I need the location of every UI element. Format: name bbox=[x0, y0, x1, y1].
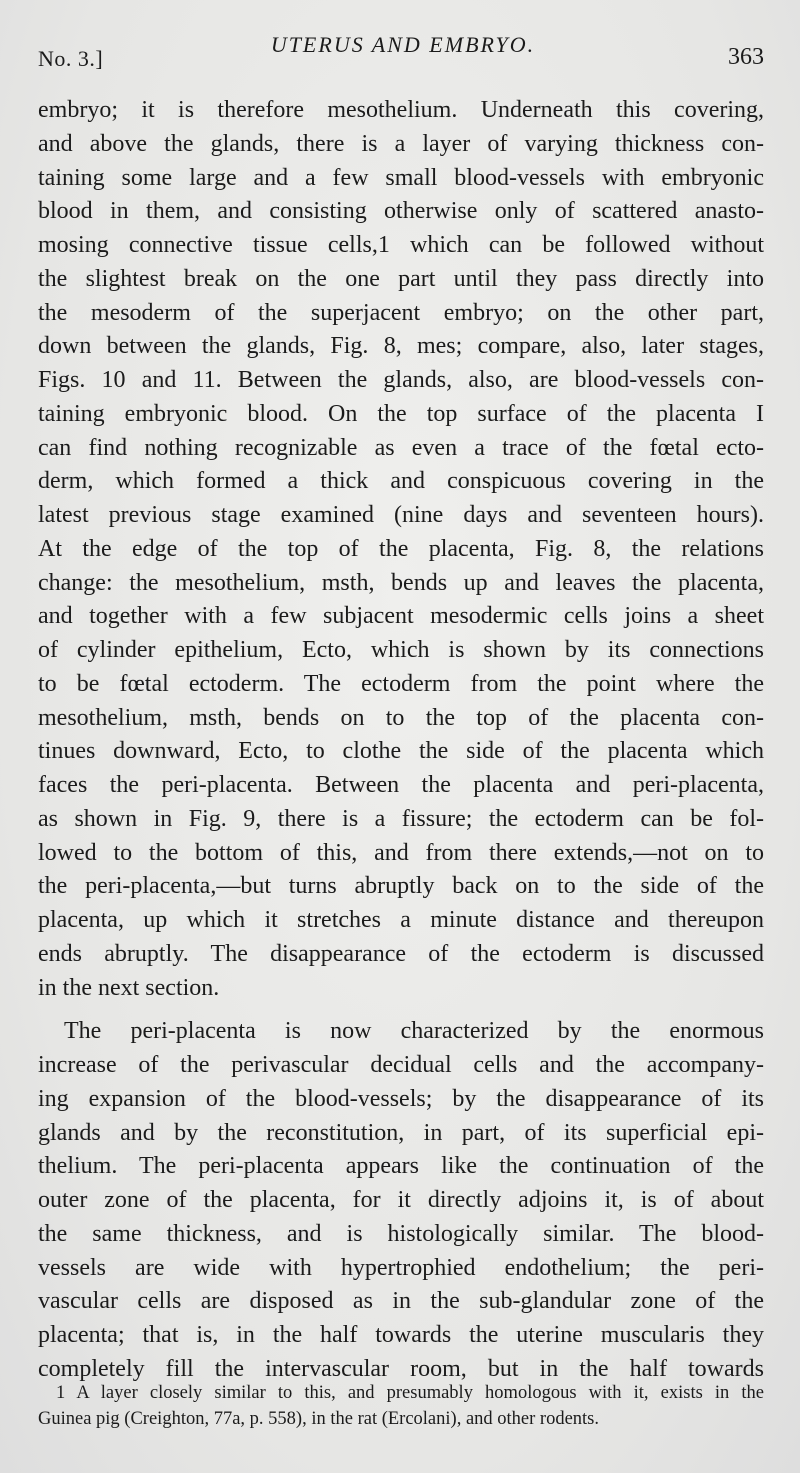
text-line: At the edge of the top of the placenta, Fig. 8, the relations bbox=[38, 535, 764, 562]
text-line: as shown in Fig. 9, there is a fissure; the ectoderm can be fol- bbox=[38, 805, 764, 832]
text-line: vessels are wide with hypertrophied endothelium; the peri- bbox=[38, 1254, 764, 1281]
running-header bbox=[38, 30, 768, 74]
footnote bbox=[38, 1380, 764, 1432]
footnote-line: Guinea pig (Creighton, 77a, p. 558), in the rat (Ercolani), and other rodents. bbox=[38, 1409, 600, 1429]
text-line: latest previous stage examined (nine days and seventeen hours). bbox=[38, 502, 764, 528]
text-line: in the next section. bbox=[38, 974, 220, 1001]
text-line: and above the glands, there is a layer of varying thickness con- bbox=[38, 130, 764, 157]
text-line: glands and by the reconstitution, in part, of its superficial epi- bbox=[38, 1119, 764, 1146]
text-line: The peri-placenta is now characterized by the enormous bbox=[64, 1018, 764, 1045]
paragraph-2 bbox=[38, 1015, 764, 1386]
text-line: change: the mesothelium, msth, bends up and leaves the placenta, bbox=[38, 569, 764, 596]
text-line: can find nothing recognizable as even a trace of the fœtal ecto- bbox=[38, 434, 764, 461]
text-line: taining some large and a few small blood-vessels with embryonic bbox=[38, 164, 764, 191]
text-line: of cylinder epithelium, Ecto, which is shown by its connections bbox=[38, 637, 764, 663]
text-line: taining embryonic blood. On the top surface of the placenta I bbox=[38, 400, 764, 427]
paragraph-1 bbox=[38, 94, 764, 1005]
text-line: faces the peri-placenta. Between the placenta and peri-placenta, bbox=[38, 772, 764, 798]
issue-number: No. 3.] bbox=[38, 46, 104, 71]
text-line: embryo; it is therefore mesothelium. Underneath this covering, bbox=[38, 97, 764, 123]
text-line: lowed to the bottom of this, and from there extends,—not on to bbox=[38, 839, 764, 866]
body-text bbox=[38, 94, 764, 1387]
text-line: placenta, up which it stretches a minute distance and thereupon bbox=[38, 907, 764, 933]
text-line: ing expansion of the blood-vessels; by the disappearance of its bbox=[38, 1085, 764, 1112]
text-line: the same thickness, and is histologically similar. The blood- bbox=[38, 1220, 764, 1247]
paragraph-gap bbox=[38, 1005, 764, 1015]
text-line: mosing connective tissue cells,1 which can be followed without bbox=[38, 232, 764, 258]
text-line: Figs. 10 and 11. Between the glands, also, are blood-vessels con- bbox=[38, 367, 764, 393]
text-line: ends abruptly. The disappearance of the ectoderm is discussed bbox=[38, 940, 764, 967]
text-line: increase of the perivascular decidual cells and the accompany- bbox=[38, 1052, 764, 1078]
text-line: the slightest break on the one part until they pass directly into bbox=[38, 265, 764, 292]
footnote-line: 1 A layer closely similar to this, and presumably homologous with it, exists in the bbox=[56, 1383, 764, 1403]
text-line: vascular cells are disposed as in the sub-glandular zone of the bbox=[38, 1288, 764, 1315]
running-title: UTERUS AND EMBRYO. bbox=[270, 32, 536, 57]
text-line: the peri-placenta,—but turns abruptly back on to the side of the bbox=[38, 873, 764, 900]
text-line: tinues downward, Ecto, to clothe the side of the placenta which bbox=[38, 738, 764, 765]
text-line: placenta; that is, in the half towards the uterine muscularis they bbox=[38, 1322, 764, 1348]
text-line: outer zone of the placenta, for it directly adjoins it, is of about bbox=[38, 1187, 764, 1213]
text-line: mesothelium, msth, bends on to the top of the placenta con- bbox=[38, 704, 764, 731]
text-line: blood in them, and consisting otherwise only of scattered anasto- bbox=[38, 198, 764, 225]
text-line: completely fill the intervascular room, but in the half towards bbox=[38, 1355, 764, 1382]
text-line: down between the glands, Fig. 8, mes; compare, also, later stages, bbox=[38, 333, 764, 360]
text-line: and together with a few subjacent mesodermic cells joins a sheet bbox=[38, 603, 764, 630]
text-line: derm, which formed a thick and conspicuous covering in the bbox=[38, 468, 764, 495]
page-number: 363 bbox=[728, 44, 764, 70]
text-line: the mesoderm of the superjacent embryo; on the other part, bbox=[38, 299, 764, 326]
text-line: thelium. The peri-placenta appears like the continuation of the bbox=[38, 1153, 764, 1180]
text-line: to be fœtal ectoderm. The ectoderm from the point where the bbox=[38, 670, 764, 697]
